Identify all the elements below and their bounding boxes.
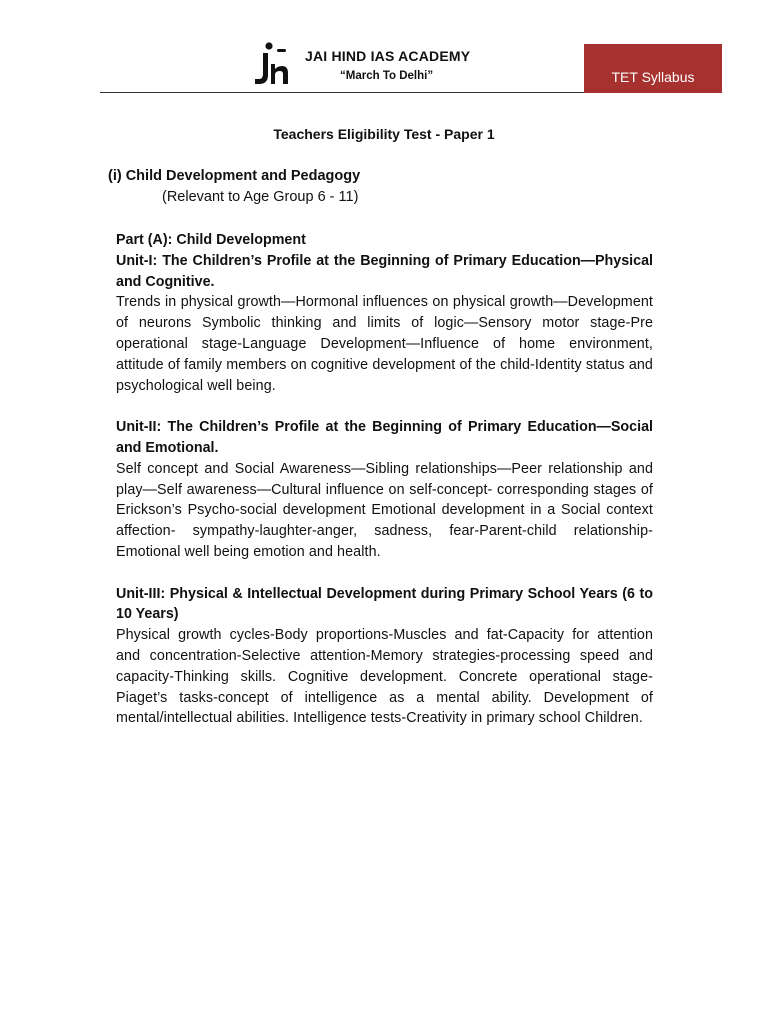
part-heading: Part (A): Child Development [116, 232, 306, 248]
unit-1-body: Trends in physical growth—Hormonal influences on physical growth—Development of neurons Symbolic thinking and limits of logic—Sensory motor stage-Pre operational stage-Language Development—Influence of home environment, attitude of family members on cognitive development of the child-Identity status and psychological well being. [116, 294, 653, 394]
section-heading: (i) Child Development and Pedagogy [108, 168, 361, 184]
unit-1-title: Unit-I: The Children’s Profile at the Beginning of Primary Education—Physical and Cognitive. [116, 252, 653, 290]
badge-label: TET Syllabus [611, 69, 695, 85]
academy-tagline: “March To Delhi” [340, 70, 434, 82]
jh-monogram-icon [254, 42, 290, 86]
syllabus-content [116, 230, 653, 750]
header-divider [100, 92, 584, 93]
tet-syllabus-badge [584, 44, 722, 93]
unit-3-body: Physical growth cycles-Body proportions-Muscles and fat-Capacity for attention and concentration-Selective attention-Memory strategies-processing speed and capacity-Thinking skills. Cognitive development. Concrete operational stage-Piaget’s tasks-concept of intelligence as a mental ability. Development of mental/intellectual abilities. Intelligence tests-Creativity in primary school Children. [116, 627, 653, 727]
unit-3-title: Unit-III: Physical & Intellectual Development during Primary School Years (6 to 10 Years) [116, 585, 653, 623]
unit-2-title: Unit-II: The Children’s Profile at the Beginning of Primary Education—Social and Emotional. [116, 419, 653, 456]
page-header [0, 0, 768, 100]
unit-2-body: Self concept and Social Awareness—Sibling relationships—Peer relationship and play—Self awareness—Cultural influence on self-concept- corresponding stages of Erickson’s Psycho-social development Emotional development in a Social context affection- sympathy-laughter-anger, sadness, fear-Parent-child relationship-Emotional well being emotion and health. [116, 460, 653, 560]
age-group-note: (Relevant to Age Group 6 - 11) [162, 189, 359, 205]
academy-name: JAI HIND IAS ACADEMY [305, 48, 471, 64]
document-title: Teachers Eligibility Test - Paper 1 [273, 126, 495, 142]
